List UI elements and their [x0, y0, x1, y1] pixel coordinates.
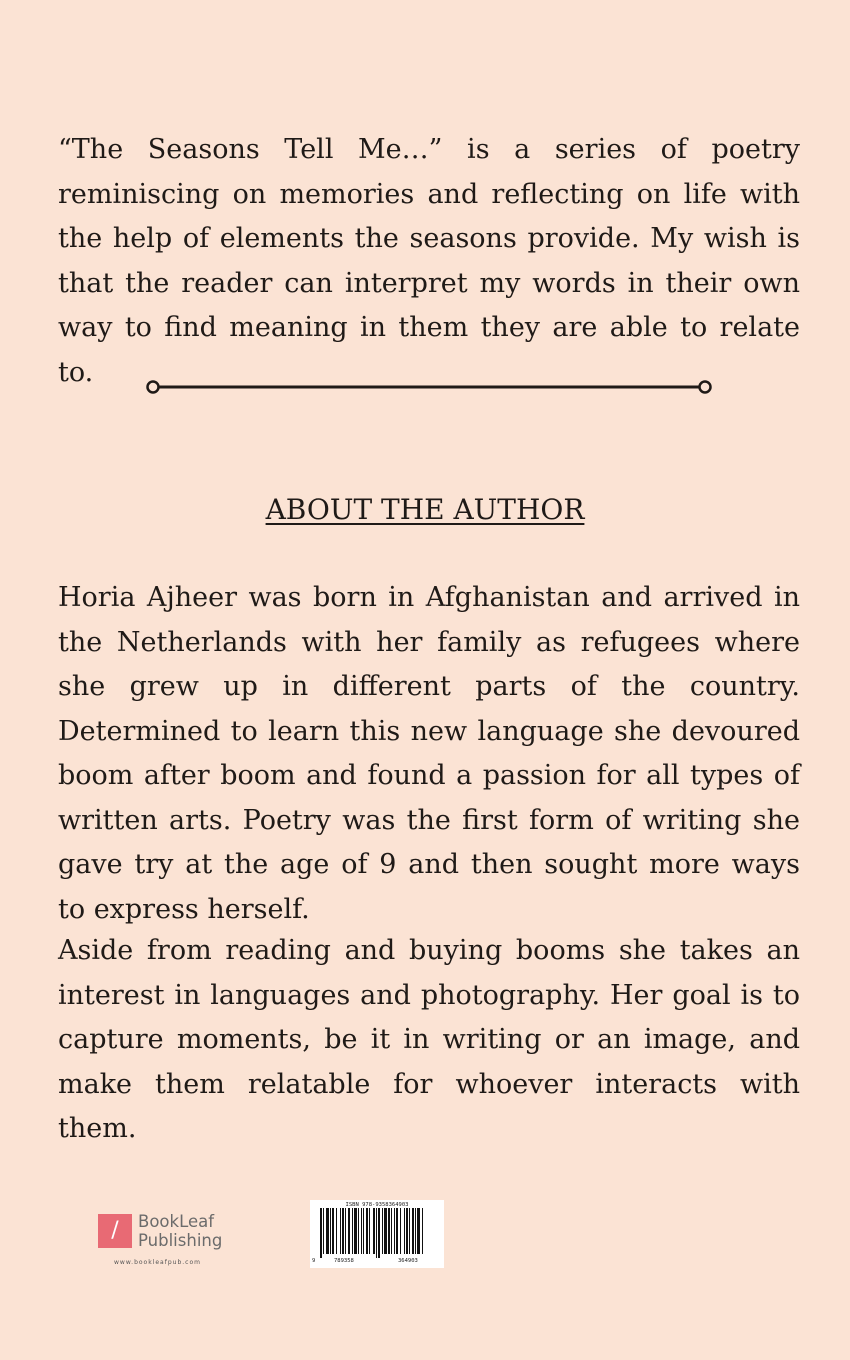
barcode-bar — [361, 1208, 362, 1254]
barcode-bar — [332, 1208, 334, 1254]
barcode-bar — [391, 1208, 392, 1254]
barcode-bar — [323, 1208, 324, 1254]
barcode-bar — [330, 1208, 331, 1254]
barcode-bar — [354, 1208, 357, 1254]
barcode-bar — [409, 1208, 410, 1254]
barcode-bar — [373, 1208, 375, 1254]
barcode-bar — [366, 1208, 368, 1254]
barcode-bar — [422, 1208, 423, 1254]
barcode-bar — [352, 1208, 353, 1254]
barcode-bar — [348, 1208, 350, 1254]
barcode-bar — [320, 1208, 322, 1258]
barcode-bar — [342, 1208, 344, 1254]
barcode-bar — [326, 1208, 329, 1254]
barcode-bar — [406, 1208, 408, 1254]
publisher-url: www.bookleafpub.com — [114, 1259, 201, 1266]
barcode-bar — [417, 1208, 420, 1254]
barcode-bar — [363, 1208, 364, 1254]
barcode-bar — [388, 1208, 390, 1254]
barcode-bar — [345, 1208, 346, 1254]
barcode-bar — [358, 1208, 359, 1254]
barcode-bar — [396, 1208, 398, 1254]
barcode-digit-first: 9 — [312, 1258, 316, 1264]
about-author-heading: ABOUT THE AUTHOR — [265, 493, 585, 526]
barcode-bar — [412, 1208, 414, 1254]
divider-left-dot — [148, 382, 159, 393]
barcode-bar — [340, 1208, 341, 1254]
barcode-bar — [384, 1208, 387, 1254]
bookleaf-logo-icon: / — [98, 1214, 132, 1248]
isbn-number: ISBN 978-9358364903 — [345, 1202, 409, 1208]
barcode-bar — [336, 1208, 337, 1254]
barcode-bar — [382, 1208, 383, 1254]
publisher-name-line-2: Publishing — [138, 1231, 223, 1250]
barcode-bar — [400, 1208, 401, 1254]
publisher-logo — [98, 1212, 238, 1272]
author-bio-paragraph-2: Aside from reading and buying booms she takes an interest in languages and photography. Her goal is to capture moments, be it in writing or an image, and make them relatable for whoever interacts with them. — [58, 935, 800, 1144]
author-bio-paragraph-1: Horia Ajheer was born in Afghanistan and arrived in the Netherlands with her family as refugees where she grew up in different parts of the country. Determined to learn this new language she devoured boom after boom and found a passion for all types of written arts. Poetry was the first form of writing she gave try at the age of 9 and then sought more ways to express herself. — [58, 582, 800, 925]
barcode-bar — [415, 1208, 416, 1254]
publisher-name — [138, 1212, 248, 1250]
isbn-barcode — [310, 1200, 444, 1268]
barcode-bar — [394, 1208, 395, 1254]
barcode-bar — [378, 1208, 380, 1258]
ornamental-divider — [144, 378, 714, 396]
barcode-bars — [310, 1208, 444, 1258]
barcode-bar — [404, 1208, 405, 1254]
barcode-digits-left: 789358 — [334, 1258, 354, 1264]
book-blurb: “The Seasons Tell Me…” is a series of poetry reminiscing on memories and reflecting on life with the help of elements the seasons provide. My wish is that the reader can interpret my words in their own way to find meaning in them they are able to relate to. — [58, 134, 800, 388]
publisher-name-line-1: BookLeaf — [138, 1212, 215, 1231]
barcode-bar — [376, 1208, 377, 1258]
divider-right-dot — [700, 382, 711, 393]
barcode-digits-right: 364903 — [398, 1258, 418, 1264]
barcode-bar — [369, 1208, 370, 1254]
